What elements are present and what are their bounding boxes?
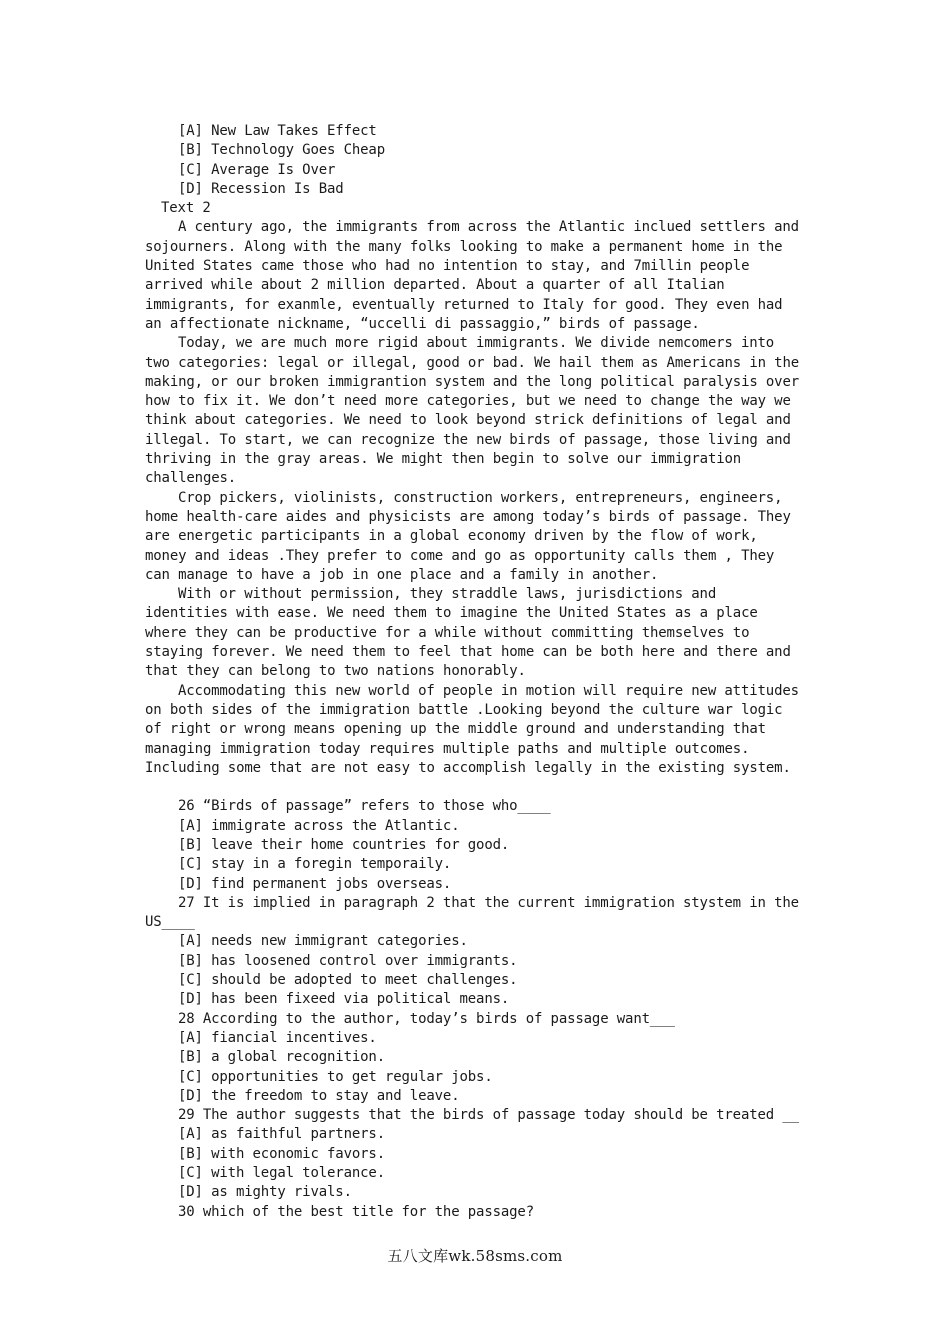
question-option: [C] should be adopted to meet challenges. bbox=[178, 972, 518, 989]
question-stem: 26 “Birds of passage” refers to those who____ bbox=[178, 798, 551, 815]
paragraph-line: challenges. bbox=[145, 470, 237, 487]
paragraph-3 bbox=[145, 489, 810, 585]
question-option: [D] as mighty rivals. bbox=[178, 1184, 352, 1201]
option-d: [D] Recession Is Bad bbox=[178, 180, 344, 197]
question-option: [D] the freedom to stay and leave. bbox=[178, 1087, 460, 1104]
question-option: [C] with legal tolerance. bbox=[178, 1165, 385, 1182]
paragraph-line: managing immigration today requires multiple paths and multiple outcomes. bbox=[145, 740, 750, 757]
paragraph-line: sojourners. Along with the many folks looking to make a permanent home in the bbox=[145, 238, 783, 255]
paragraph-line: immigrants, for exanmle, eventually returned to Italy for good. They even had bbox=[145, 296, 783, 313]
question-option: [A] fiancial incentives. bbox=[178, 1029, 377, 1046]
question-option: [C] opportunities to get regular jobs. bbox=[178, 1068, 493, 1085]
spacer bbox=[145, 778, 810, 797]
question-option: [B] has loosened control over immigrants. bbox=[178, 952, 518, 969]
paragraph-line: Crop pickers, violinists, construction workers, entrepreneurs, engineers, bbox=[178, 489, 783, 506]
question-30 bbox=[145, 1203, 810, 1222]
text-heading: Text 2 bbox=[161, 200, 211, 217]
paragraph-line: arrived while about 2 million departed. About a quarter of all Italian bbox=[145, 277, 725, 294]
question-option: [B] with economic favors. bbox=[178, 1145, 385, 1162]
question-option: [D] has been fixeed via political means. bbox=[178, 991, 510, 1008]
paragraph-line: think about categories. We need to look beyond strick definitions of legal and bbox=[145, 412, 791, 429]
paragraph-4 bbox=[145, 585, 810, 681]
question-27 bbox=[145, 894, 810, 1010]
question-option: [A] as faithful partners. bbox=[178, 1126, 385, 1143]
paragraph-line: two categories: legal or illegal, good or bad. We hail them as Americans in the bbox=[145, 354, 800, 371]
paragraph-2 bbox=[145, 334, 810, 488]
question-option: [C] stay in a foregin temporaily. bbox=[178, 856, 452, 873]
paragraph-1 bbox=[145, 218, 810, 334]
paragraph-line: With or without permission, they straddle laws, jurisdictions and bbox=[178, 586, 717, 603]
question-stem: US____ bbox=[145, 914, 195, 931]
paragraph-line: an affectionate nickname, “uccelli di passaggio,” birds of passage. bbox=[145, 315, 700, 332]
paragraph-line: identities with ease. We need them to imagine the United States as a place bbox=[145, 605, 758, 622]
paragraph-line: Including some that are not easy to accomplish legally in the existing system. bbox=[145, 759, 791, 776]
question-stem: 28 According to the author, today’s birds of passage want___ bbox=[178, 1010, 675, 1027]
paragraph-line: money and ideas .They prefer to come and go as opportunity calls them , They bbox=[145, 547, 775, 564]
paragraph-line: on both sides of the immigration battle .Looking beyond the culture war logic bbox=[145, 701, 783, 718]
paragraph-line: making, or our broken immigrantion system and the long political paralysis over bbox=[145, 373, 800, 390]
previous-question-options bbox=[145, 122, 810, 199]
paragraph-line: illegal. To start, we can recognize the new birds of passage, those living and bbox=[145, 431, 791, 448]
option-c: [C] Average Is Over bbox=[178, 161, 336, 178]
option-a: [A] New Law Takes Effect bbox=[178, 123, 377, 139]
option-b: [B] Technology Goes Cheap bbox=[178, 142, 385, 159]
paragraph-line: of right or wrong means opening up the middle ground and understanding that bbox=[145, 721, 766, 738]
paragraph-line: how to fix it. We don’t need more categories, but we need to change the way we bbox=[145, 393, 791, 410]
paragraph-5 bbox=[145, 682, 810, 778]
paragraph-line: are energetic participants in a global economy driven by the flow of work, bbox=[145, 528, 758, 545]
question-option: [A] immigrate across the Atlantic. bbox=[178, 817, 460, 834]
paragraph-line: Today, we are much more rigid about immigrants. We divide nemcomers into bbox=[178, 335, 775, 352]
question-option: [A] needs new immigrant categories. bbox=[178, 933, 468, 950]
paragraph-line: can manage to have a job in one place and a family in another. bbox=[145, 566, 659, 583]
paragraph-line: that they can belong to two nations honorably. bbox=[145, 663, 526, 680]
question-option: [B] a global recognition. bbox=[178, 1049, 385, 1066]
question-option: [D] find permanent jobs overseas. bbox=[178, 875, 452, 892]
question-stem: 29 The author suggests that the birds of passage today should be treated __ bbox=[178, 1107, 799, 1124]
question-stem: 27 It is implied in paragraph 2 that the current immigration stystem in the bbox=[178, 894, 799, 911]
document-body bbox=[145, 122, 810, 1222]
question-option: [B] leave their home countries for good. bbox=[178, 836, 510, 853]
question-26 bbox=[145, 797, 810, 893]
paragraph-line: where they can be productive for a while without committing themselves to bbox=[145, 624, 750, 641]
paragraph-line: staying forever. We need them to feel that home can be both here and there and bbox=[145, 644, 791, 661]
paragraph-line: home health-care aides and physicists are among today’s birds of passage. They bbox=[145, 508, 791, 525]
paragraph-line: Accommodating this new world of people in motion will require new attitudes bbox=[178, 682, 799, 699]
paragraph-line: thriving in the gray areas. We might then begin to solve our immigration bbox=[145, 451, 742, 468]
question-stem: 30 which of the best title for the passage? bbox=[178, 1203, 534, 1220]
question-28 bbox=[145, 1010, 810, 1106]
footer-watermark: 五八文库wk.58sms.com bbox=[387, 1247, 563, 1265]
paragraph-line: A century ago, the immigrants from across the Atlantic inclued settlers and bbox=[178, 219, 799, 236]
paragraph-line: United States came those who had no intention to stay, and 7millin people bbox=[145, 258, 750, 275]
question-29 bbox=[145, 1106, 810, 1202]
